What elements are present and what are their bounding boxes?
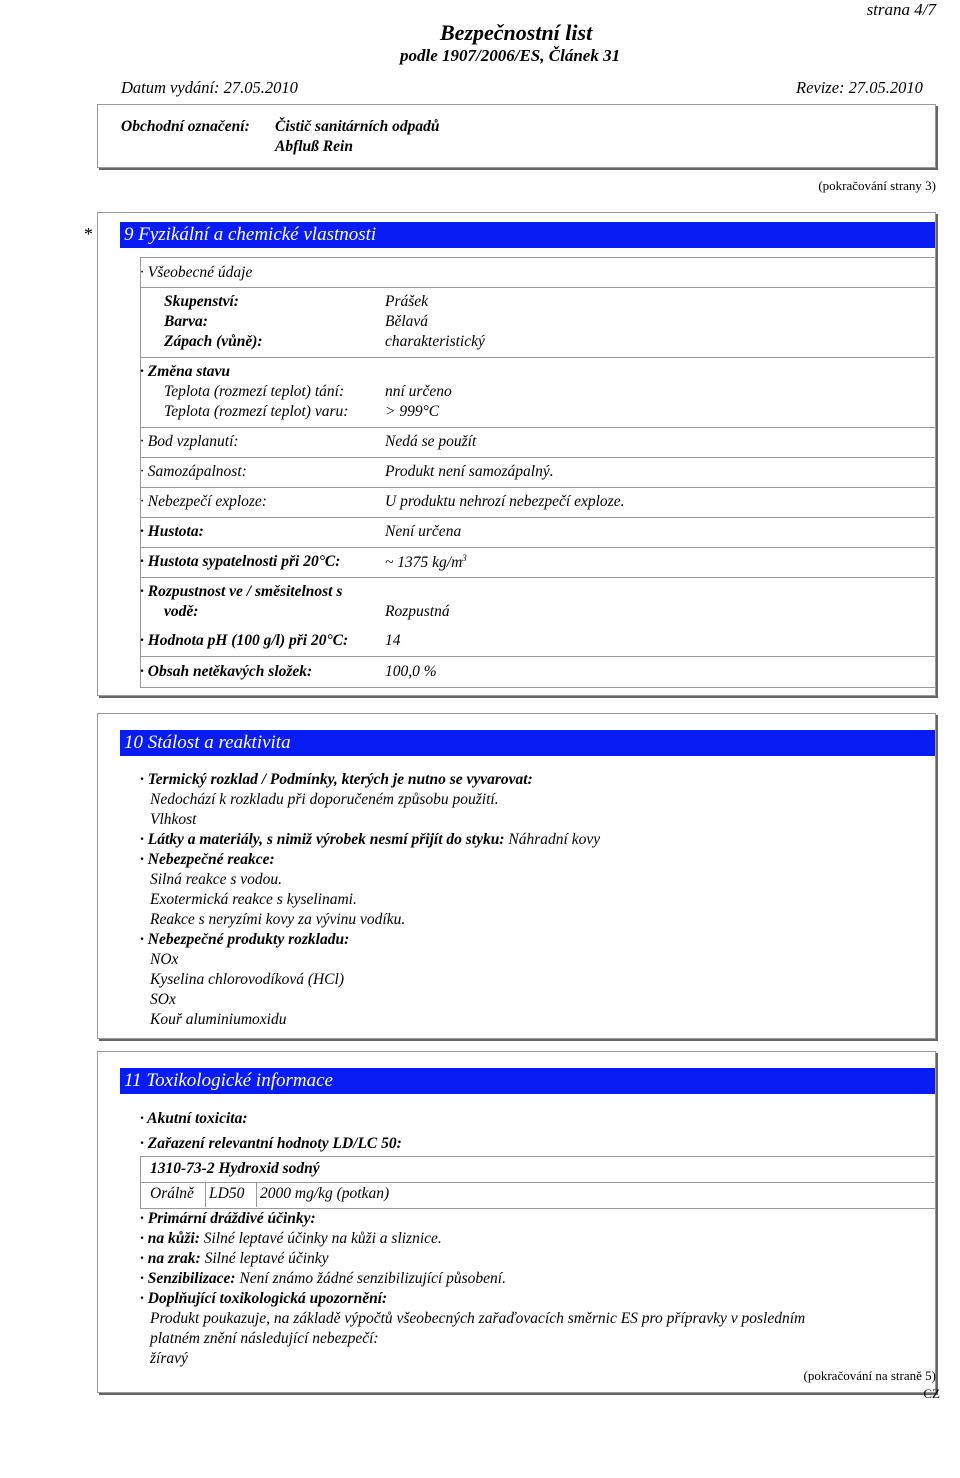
ph-label: · Hodnota pH (100 g/l) při 20°C: xyxy=(140,632,349,649)
revision-marker: * xyxy=(84,224,93,244)
flash-value: Nedá se použít xyxy=(385,433,477,450)
odor-value: charakteristický xyxy=(385,333,485,350)
reactions-line-1: Silná reakce s vodou. xyxy=(150,871,282,888)
page-number: strana 4/7 xyxy=(866,0,936,19)
sensitization-value: Není známo žádné senzibilizující působení. xyxy=(239,1270,506,1287)
melting-label: Teplota (rozmezí teplot) tání: xyxy=(164,383,345,400)
selfign-label: · Samozápalnost: xyxy=(140,463,247,480)
section-10-title: 10 Stálost a reaktivita xyxy=(120,730,935,756)
reactions-line-2: Exotermická reakce s kyselinami. xyxy=(150,891,357,908)
eye-value: Silné leptavé účinky xyxy=(204,1250,329,1267)
trade-name-value-2: Abfluß Rein xyxy=(275,138,353,155)
acute-label: · Akutní toxicita: xyxy=(140,1110,248,1127)
reactions-line-3: Reakce s neryzími kovy za vývinu vodíku. xyxy=(150,911,406,928)
continued-to: (pokračování na straně 5) xyxy=(803,1368,936,1383)
continued-from: (pokračování strany 3) xyxy=(818,178,936,193)
document-title: Bezpečnostní list xyxy=(440,20,593,45)
general-label: · Všeobecné údaje xyxy=(140,264,253,281)
extra-line-3: žíravý xyxy=(150,1350,188,1367)
nonvolatile-label: · Obsah netěkavých složek: xyxy=(140,663,313,680)
explosion-value: U produktu nehrozí nebezpečí exploze. xyxy=(385,493,625,510)
color-label: Barva: xyxy=(164,313,208,330)
bulk-density-number: ~ 1375 kg/m xyxy=(385,554,463,572)
ld-dose: 2000 mg/kg (potkan) xyxy=(260,1185,390,1202)
boiling-value: > 999°C xyxy=(385,403,440,420)
extra-line-2: platném znění následující nebezpečí: xyxy=(150,1330,379,1347)
language-code: CZ xyxy=(923,1386,940,1401)
extra-line-1: Produkt poukazuje, na základě výpočtů všeobecných zařaďovacích směrnic ES pro přípravky v posledním xyxy=(150,1310,806,1327)
odor-label: Zápach (vůně): xyxy=(164,333,263,350)
selfign-value: Produkt není samozápalný. xyxy=(385,463,554,480)
bulk-density-value xyxy=(385,553,467,572)
melting-value: nní určeno xyxy=(385,383,452,400)
thermal-line-1: Nedochází k rozkladu při doporučeném způsobu použití. xyxy=(150,791,499,808)
trade-name-box xyxy=(97,104,936,168)
extra-label: · Doplňující toxikologická upozornění: xyxy=(140,1290,388,1307)
issue-date: Datum vydání: 27.05.2010 xyxy=(121,78,298,97)
color-value: Bělavá xyxy=(385,313,429,330)
skin-value: Silné leptavé účinky na kůži a sliznice. xyxy=(203,1230,442,1247)
explosion-label: · Nebezpečí exploze: xyxy=(140,493,267,510)
flash-label: · Bod vzplanutí: xyxy=(140,433,239,450)
materials-label: · Látky a materiály, s nimiž výrobek nesmí přijít do styku: xyxy=(140,831,505,848)
state-change-label: · Změna stavu xyxy=(140,363,230,380)
ld-label: · Zařazení relevantní hodnoty LD/LC 50: xyxy=(140,1135,402,1152)
form-value: Prášek xyxy=(385,293,429,310)
nonvolatile-value: 100,0 % xyxy=(385,663,437,680)
ld-substance: 1310-73-2 Hydroxid sodný xyxy=(150,1160,320,1177)
ld-route: Orálně xyxy=(150,1185,194,1202)
materials-value: Náhradní kovy xyxy=(508,831,601,848)
solubility-label: · Rozpustnost ve / směsitelnost s xyxy=(140,583,343,600)
revision-date: Revize: 27.05.2010 xyxy=(796,78,923,97)
section-11-title: 11 Toxikologické informace xyxy=(120,1068,935,1094)
solubility-value: Rozpustná xyxy=(385,603,450,620)
eye-label: · na zrak: xyxy=(140,1250,201,1267)
sensitization-label: · Senzibilizace: xyxy=(140,1270,236,1287)
ph-value: 14 xyxy=(385,632,401,649)
reactions-label: · Nebezpečné reakce: xyxy=(140,851,275,868)
thermal-line-2: Vlhkost xyxy=(150,811,197,828)
regulation: podle 1907/2006/ES, Článek 31 xyxy=(400,46,621,65)
products-line-3: SOx xyxy=(150,991,176,1008)
products-line-4: Kouř aluminiumoxidu xyxy=(150,1011,287,1028)
solubility-label-2: vodě: xyxy=(164,603,199,620)
products-label: · Nebezpečné produkty rozkladu: xyxy=(140,931,350,948)
bulk-density-unit-exponent: 3 xyxy=(462,553,467,563)
boiling-label: Teplota (rozmezí teplot) varu: xyxy=(164,403,349,420)
section-9-title: 9 Fyzikální a chemické vlastnosti xyxy=(120,222,935,248)
density-value: Není určena xyxy=(385,523,462,540)
density-label: · Hustota: xyxy=(140,523,204,540)
products-line-2: Kyselina chlorovodíková (HCl) xyxy=(150,971,344,988)
bulk-density-label: · Hustota sypatelnosti při 20°C: xyxy=(140,553,341,570)
trade-name-value: Čistič sanitárních odpadů xyxy=(275,118,440,135)
skin-label: · na kůži: xyxy=(140,1230,200,1247)
thermal-label: · Termický rozklad / Podmínky, kterých je nutno se vyvarovat: xyxy=(140,771,533,788)
form-label: Skupenství: xyxy=(164,293,239,310)
trade-name-label: Obchodní označení: xyxy=(121,118,250,135)
irritant-label: · Primární dráždivé účinky: xyxy=(140,1210,316,1227)
ld-measure: LD50 xyxy=(209,1185,245,1202)
products-line-1: NOx xyxy=(150,951,179,968)
